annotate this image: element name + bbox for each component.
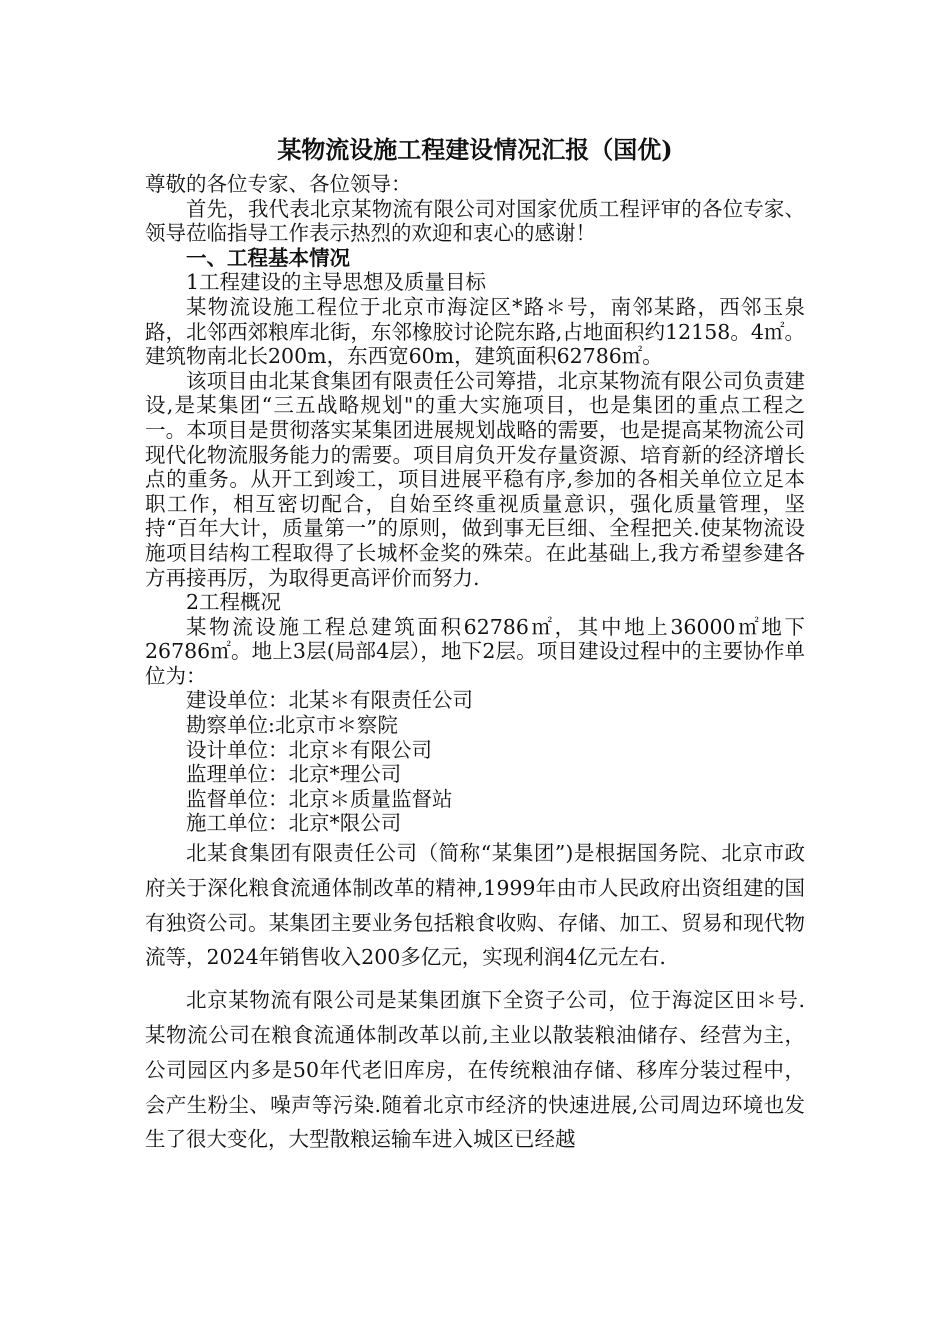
unit-item: 设计单位：北京＊有限公司 — [186, 737, 432, 762]
subsection-heading: 2工程概况 — [186, 590, 282, 615]
section-heading: 一、工程基本情况 — [186, 245, 350, 270]
overview-paragraph: 某物流设施工程总建筑面积62786㎡，其中地上36000㎡地下26786㎡。地上3层(局部4层），地下2层。项目建设过程中的主要协作单位为： — [145, 614, 805, 688]
unit-item: 勘察单位:北京市＊察院 — [186, 713, 398, 738]
group-paragraph: 北某食集团有限责任公司（简称“某集团”)是根据国务院、北京市政府关于深化粮食流通体制改革的精神,1999年由市人民政府出资组建的国有独资公司。某集团主要业务包括粮食收购、存储、加工、贸易和现代物流等，2024年销售收入200多亿元，实现利润4亿元左右. — [145, 841, 805, 970]
greeting: 尊敬的各位专家、各位领导： — [145, 172, 412, 196]
opening-paragraph: 首先，我代表北京某物流有限公司对国家优质工程评审的各位专家、领导莅临指导工作表示热烈的欢迎和衷心的感谢！ — [145, 196, 805, 246]
project-paragraph: 该项目由北某食集团有限责任公司筹措，北京某物流有限公司负责建设,是某集团“三五战略规划"的重大实施项目，也是集团的重点工程之一。本项目是贯彻落实某集团进展规划战略的需要，也是提高某物流公司现代化物流服务能力的需要。项目肩负开发存量资源、培育新的经济增长点的重务。从开工到竣工，项目进展平稳有序,参加的各相关单位立足本职工作，相互密切配合，自始至终重视质量意识，强化质量管理，坚持“百年大计，质量第一”的原则，做到事无巨细、全程把关.使某物流设施项目结构工程取得了长城杯金奖的殊荣。在此基础上,我方希望参建各方再接再厉，为取得更高评价而努力. — [145, 368, 805, 590]
company-paragraph: 北京某物流有限公司是某集团旗下全资子公司，位于海淀区田＊号.某物流公司在粮食流通体制改革以前,主业以散装粮油储存、经营为主，公司园区内多是50年代老旧库房，在传统粮油存储、移库分装过程中，会产生粉尘、噪声等污染.随着北京市经济的快速进展,公司周边环境也发生了很大变化，大型散粮运输车进入城区已经越 — [145, 988, 805, 1152]
location-paragraph: 某物流设施工程位于北京市海淀区*路＊号，南邻某路，西邻玉泉路，北邻西郊粮库北街，东邻橡胶讨论院东路,占地面积约12158。4㎡。建筑物南北长200m，东西宽60m，建筑面积62786㎡。 — [145, 294, 805, 369]
unit-item: 监督单位：北京＊质量监督站 — [186, 786, 453, 811]
unit-item: 建设单位：北某＊有限责任公司 — [186, 688, 473, 713]
document-body — [145, 172, 805, 1157]
unit-item: 监理单位：北京*理公司 — [186, 762, 402, 787]
subsection-heading: 1工程建设的主导思想及质量目标 — [186, 270, 487, 295]
unit-item: 施工单位：北京*限公司 — [186, 811, 402, 836]
document-title: 某物流设施工程建设情况汇报（国优) — [277, 135, 673, 164]
